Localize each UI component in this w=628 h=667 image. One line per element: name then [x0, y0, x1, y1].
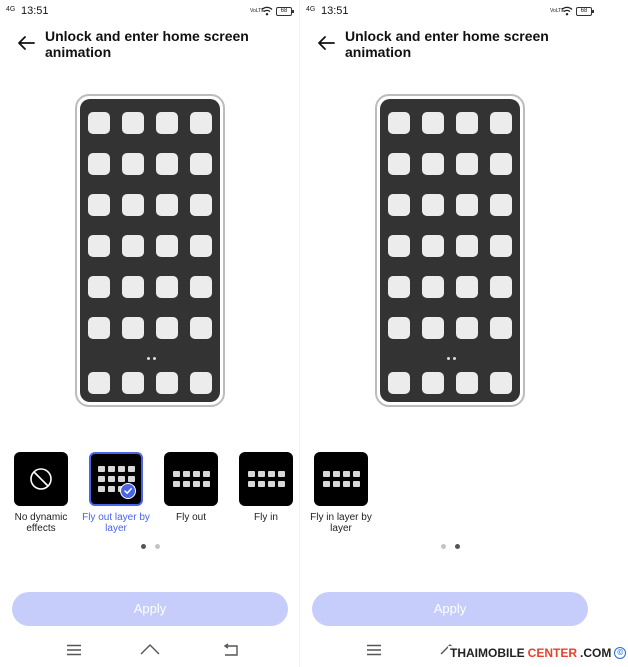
option-thumbnail	[164, 452, 218, 506]
app-tile	[388, 112, 410, 134]
animation-options	[12, 452, 300, 534]
app-tile	[122, 317, 144, 339]
home-icon	[140, 643, 160, 657]
status-icons	[550, 6, 592, 16]
copyright-icon: ©	[614, 647, 626, 659]
navigation-bar	[0, 636, 300, 666]
preview-dock	[388, 372, 512, 394]
dock-tile	[422, 372, 444, 394]
animation-options	[312, 452, 600, 534]
network-indicator: 4G	[306, 6, 316, 13]
preview-app-grid	[388, 112, 512, 339]
option-label: No dynamic effects	[14, 512, 68, 534]
status-bar	[300, 0, 600, 22]
menu-button[interactable]	[362, 640, 386, 660]
apply-button[interactable]: Apply	[312, 592, 588, 626]
menu-icon	[366, 644, 382, 656]
page-dot	[147, 357, 150, 360]
app-tile	[422, 112, 444, 134]
option-label: Fly in layer by layer	[310, 512, 372, 534]
option-thumbnail	[314, 452, 368, 506]
app-tile	[122, 276, 144, 298]
app-tile	[456, 317, 478, 339]
dock-tile	[456, 372, 478, 394]
app-tile	[388, 235, 410, 257]
menu-button[interactable]	[62, 640, 86, 660]
app-tile	[156, 317, 178, 339]
battery-indicator: 68	[276, 7, 292, 16]
app-tile	[456, 194, 478, 216]
app-tile	[456, 235, 478, 257]
network-indicator: 4G	[6, 6, 16, 13]
option-label: Fly out layer by layer	[82, 512, 150, 534]
grid-icon	[248, 471, 285, 487]
app-tile	[422, 153, 444, 175]
page-dot	[447, 357, 450, 360]
back-button[interactable]	[314, 33, 338, 53]
left-screen	[0, 0, 300, 667]
status-icons	[250, 6, 292, 16]
dock-tile	[490, 372, 512, 394]
preview-screen	[380, 99, 520, 402]
battery-indicator: 68	[576, 7, 592, 16]
wifi-icon	[561, 6, 573, 16]
home-button[interactable]	[138, 640, 162, 660]
dock-tile	[190, 372, 212, 394]
selected-check-icon	[120, 483, 136, 499]
app-tile	[422, 317, 444, 339]
app-tile	[490, 317, 512, 339]
app-tile	[88, 153, 110, 175]
back-button[interactable]	[14, 33, 38, 53]
option-no-dynamic-effects[interactable]	[12, 452, 70, 534]
app-tile	[190, 112, 212, 134]
preview-dock	[88, 372, 212, 394]
app-tile	[422, 194, 444, 216]
app-tile	[388, 194, 410, 216]
preview-page-dots	[147, 357, 156, 360]
app-tile	[88, 194, 110, 216]
volte-indicator: VoLTE	[550, 7, 565, 14]
volte-indicator: VoLTE	[250, 7, 265, 14]
app-tile	[122, 153, 144, 175]
app-tile	[122, 112, 144, 134]
app-tile	[156, 235, 178, 257]
option-fly-out[interactable]	[162, 452, 220, 534]
app-tile	[388, 153, 410, 175]
options-pager	[300, 544, 600, 549]
pager-dot[interactable]	[141, 544, 146, 549]
app-tile	[422, 276, 444, 298]
no-effect-icon	[29, 467, 53, 491]
right-screen	[300, 0, 600, 667]
watermark-prefix: THAIMOBILE	[450, 646, 525, 660]
app-tile	[388, 317, 410, 339]
app-tile	[156, 194, 178, 216]
animation-preview	[75, 94, 225, 407]
animation-preview	[375, 94, 525, 407]
status-time: 13:51	[321, 5, 349, 17]
option-label: Fly out	[175, 512, 206, 523]
app-tile	[456, 112, 478, 134]
grid-icon	[173, 471, 210, 487]
option-thumbnail	[89, 452, 143, 506]
options-pager	[0, 544, 300, 549]
pager-dot[interactable]	[155, 544, 160, 549]
option-label: Fly in	[254, 512, 278, 523]
dock-tile	[388, 372, 410, 394]
status-time: 13:51	[21, 5, 49, 17]
dock-tile	[156, 372, 178, 394]
option-fly-in-layer-by-layer[interactable]	[312, 452, 370, 534]
app-tile	[156, 112, 178, 134]
app-tile	[490, 235, 512, 257]
app-tile	[388, 276, 410, 298]
preview-app-grid	[88, 112, 212, 339]
app-tile	[456, 276, 478, 298]
app-tile	[156, 153, 178, 175]
app-tile	[456, 153, 478, 175]
wifi-icon	[261, 6, 273, 16]
app-tile	[88, 276, 110, 298]
option-fly-out-layer-by-layer[interactable]	[82, 452, 150, 534]
page-dot	[453, 357, 456, 360]
back-arrow-icon	[314, 33, 338, 53]
app-tile	[156, 276, 178, 298]
app-tile	[490, 194, 512, 216]
app-tile	[190, 235, 212, 257]
app-tile	[122, 194, 144, 216]
pager-dot[interactable]	[455, 544, 460, 549]
header	[0, 27, 300, 63]
header	[300, 27, 600, 63]
watermark-suffix: .COM	[580, 646, 612, 660]
app-tile	[490, 276, 512, 298]
app-tile	[190, 317, 212, 339]
back-nav-button[interactable]	[218, 640, 242, 660]
dock-tile	[88, 372, 110, 394]
app-tile	[88, 317, 110, 339]
app-tile	[88, 235, 110, 257]
app-tile	[490, 112, 512, 134]
preview-page-dots	[447, 357, 456, 360]
return-icon	[222, 643, 238, 657]
option-thumbnail	[239, 452, 293, 506]
apply-button[interactable]: Apply	[12, 592, 288, 626]
dock-tile	[122, 372, 144, 394]
app-tile	[190, 194, 212, 216]
menu-icon	[66, 644, 82, 656]
status-bar	[0, 0, 300, 22]
page-title: Unlock and enter home screen animation	[345, 28, 549, 60]
app-tile	[490, 153, 512, 175]
back-arrow-icon	[14, 33, 38, 53]
grid-icon	[323, 471, 360, 487]
watermark-highlight: CENTER	[527, 646, 578, 660]
option-fly-in[interactable]	[237, 452, 295, 534]
app-tile	[88, 112, 110, 134]
watermark	[448, 646, 628, 660]
pager-dot[interactable]	[441, 544, 446, 549]
page-dot	[153, 357, 156, 360]
app-tile	[190, 276, 212, 298]
page-title: Unlock and enter home screen animation	[45, 28, 249, 60]
app-tile	[422, 235, 444, 257]
app-tile	[190, 153, 212, 175]
option-thumbnail	[14, 452, 68, 506]
app-tile	[122, 235, 144, 257]
preview-screen	[80, 99, 220, 402]
